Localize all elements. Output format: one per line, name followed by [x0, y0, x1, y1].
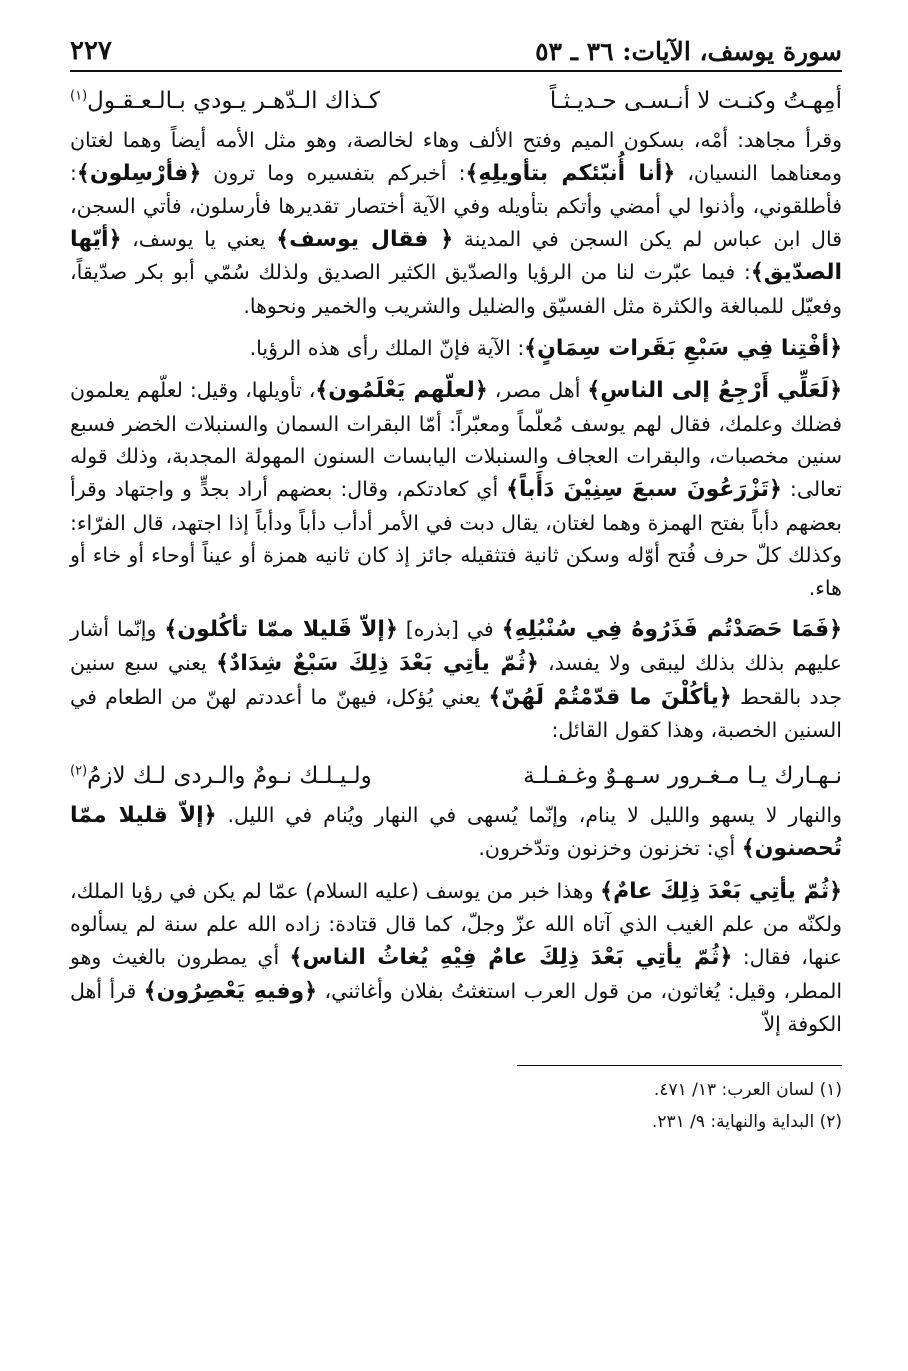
verse-1-right-hemistich: أمِهـتُ وكنـت لا أنـسـى حـديـثـاً — [549, 88, 842, 114]
quran-quote: ﴿ثُمّ يأتِي بَعْدَ ذِلِكَ عامٌ﴾ — [600, 878, 842, 904]
paragraph-2: ﴿أفْتِنا فِي سَبْعِ بَقَرات سِمَانٍ﴾: الآية فإنّ الملك رأى هذه الرؤيا. — [249, 335, 842, 361]
paragraph-1: وقرأ مجاهد: أمْه، بسكون الميم وفتح الألف وهاء لخالصة، وهو مثل الأمه أيضاً وهما لغتان ومعناهما النسيان، ﴿أنا أُنبّئكم بتأويلِهِ﴾: أخبركم بتفسيره وما ترون ﴿فأرْسِلون﴾: فأطلقوني، وأذنوا لي أمضي وأتكم بتأويله وفي الآية أختصار تقديرها فأرسلون، فأتي السجن، قال ابن عباس لم يكن السجن في المدينة ﴿ فقال يوسف﴾ يعني يا يوسف، ﴿أيّها الصدّيق﴾: فيما عبّرت لنا من الرؤيا والصدّيق الكثير الصديق ولذلك سُمّي أبو بكر صدّيقاً، وفعيّل للمبالغة والكثرة مثل الفسيّق والضليل والشريب والخمير ونحوها. — [70, 128, 842, 318]
verse-line-1 — [70, 88, 842, 114]
paragraph-5: والنهار لا يسهو والليل لا ينام، وإنّما يُسهى في النهار ويُنام في الليل. ﴿إلاّ قليلا ممّا تُحصنون﴾ أي: تخزنون وخزنون وتدّخرون. — [70, 802, 842, 862]
quran-quote: ﴿أيّها الصدّيق﴾ — [70, 226, 842, 286]
quran-quote: ﴿أنا أُنبّئكم بتأويلِهِ﴾ — [465, 160, 676, 186]
page-header — [70, 22, 842, 72]
footnote-separator — [517, 1065, 842, 1066]
paragraph-3: ﴿لَعَلِّي أَرْجِعُ إلى الناسِ﴾ أهل مصر، ﴿لعلّهم يَعْلَمُون﴾، تأويلها، وقيل: لعلّهم يعلمون فضلك وعلمك، فقال لهم يوسف مُعلّماً ومعبّراً: أمّا البقرات السمان والسنبلات الخضر فسبع سنين مخصبات، والبقرات العجاف والسنبلات اليابسات السنون المهولة المجدبة، وذلك قوله تعالى: ﴿تَزْرَعُونَ سبعَ سِنِيْنَ دَأَباً﴾ أي كعادتكم، وقال: بعضهم أراد بجدٍّ و واجتهاد وقرأ بعضهم دأباً بفتح الهمزة وهما لغتان، يقال دبت في الأمر أدأب دأباً ودأباً إذا اجتهد، قال الفرّاء: وكذلك كلّ حرف فُتح أوّله وسكن ثانية فتثقيله جائز إذ كان ثانيه همزة أو عيناً أوحاء أو خاء أو هاء. — [70, 378, 843, 600]
quran-quote: ﴿فأرْسِلون﴾ — [76, 160, 202, 186]
quran-quote: ﴿أفْتِنا فِي سَبْعِ بَقَرات سِمَانٍ﴾ — [524, 335, 842, 361]
verse-line-2 — [70, 763, 842, 789]
quran-quote: ﴿وفيهِ يَعْصِرُون﴾ — [143, 978, 318, 1004]
quran-quote: ﴿ فقال يوسف﴾ — [276, 226, 454, 252]
quran-quote: ﴿إلاّ قَليلا ممّا تأكُلون﴾ — [164, 617, 398, 643]
quran-quote: ﴿ثُمّ يأتِي بَعْدَ ذِلِكَ عامٌ فِيْهِ يُغاثُ الناس﴾ — [289, 945, 733, 971]
verse-1-left-hemistich: كـذاك الـدّهـر يـودي بـالـعـقـول$^{(١)}$ — [70, 88, 380, 114]
footnote-marker-1: (١) — [70, 88, 88, 104]
footnote-1: (١) لسان العرب: ١٣/ ٤٧١. — [653, 1079, 842, 1100]
footnote-marker-2: (٢) — [70, 763, 88, 779]
quran-quote: ﴿ثُمّ يأتِي بَعْدَ ذِلِكَ سَبْعٌ شِدَادٌ﴾ — [216, 650, 539, 676]
quran-quote: ﴿يأكُلْنَ ما قدّمْتُمْ لَهُنّ﴾ — [488, 684, 732, 710]
quran-quote: ﴿تَزْرَعُونَ سبعَ سِنِيْنَ دَأَباً﴾ — [506, 476, 782, 502]
page-number: ٢٢٧ — [70, 36, 112, 66]
paragraph-6: ﴿ثُمّ يأتِي بَعْدَ ذِلِكَ عامٌ﴾ وهذا خبر من يوسف (عليه السلام) عمّا لم يكن في رؤيا الملك، ولكنّه من علم الغيب الذي آتاه الله عزّ وجلّ، كما قال قتادة: زاده الله علم سنة لم يسألوه عنها، فقال: ﴿ثُمّ يأتِي بَعْدَ ذِلِكَ عامٌ فِيْهِ يُغاثُ الناس﴾ أي يمطرون بالغيث وهو المطر، وقيل: يُغاثون، من قول العرب استغثتُ بفلان وأغاثني، ﴿وفيهِ يَعْصِرُون﴾ قرأ أهل الكوفة إلاّ — [70, 878, 843, 1037]
verse-2-left-hemistich: ولـيـلـك نـومٌ والـردى لـك لازمُ$^{(٢)}$ — [70, 762, 372, 789]
quran-quote: ﴿فَمَا حَصَدْتُم فَذَرُوهُ فِي سُنْبُلِهِ﴾ — [501, 617, 843, 643]
footnote-2: (٢) البداية والنهاية: ٩/ ٢٣١. — [651, 1111, 842, 1132]
paragraph-4: ﴿فَمَا حَصَدْتُم فَذَرُوهُ فِي سُنْبُلِهِ﴾ في [بذره] ﴿إلاّ قَليلا ممّا تأكُلون﴾ وإنّما أشار عليهم بذلك بذلك ليبقى ولا يفسد، ﴿ثُمّ يأتِي بَعْدَ ذِلِكَ سَبْعٌ شِدَادٌ﴾ يعني سبع سنين جدد بالقحط ﴿يأكُلْنَ ما قدّمْتُمْ لَهُنّ﴾ يعني يُؤكل، فيهنّ ما أعددتم لهنّ من الطعام في السنين الخصبة، وهذا كقول القائل: — [70, 617, 843, 743]
quran-quote: ﴿إلاّ قليلا ممّا تُحصنون﴾ — [70, 802, 842, 862]
verse-2-right-hemistich: نـهـارك يـا مـغـرور سـهـوٌ وغـفـلـة — [523, 762, 842, 789]
quran-quote: ﴿لَعَلِّي أَرْجِعُ إلى الناسِ﴾ — [587, 378, 842, 404]
running-title: سورة يوسف، الآيات: ٣٦ ـ ٥٣ — [535, 37, 842, 66]
quran-quote: ﴿لعلّهم يَعْلَمُون﴾ — [315, 378, 488, 404]
